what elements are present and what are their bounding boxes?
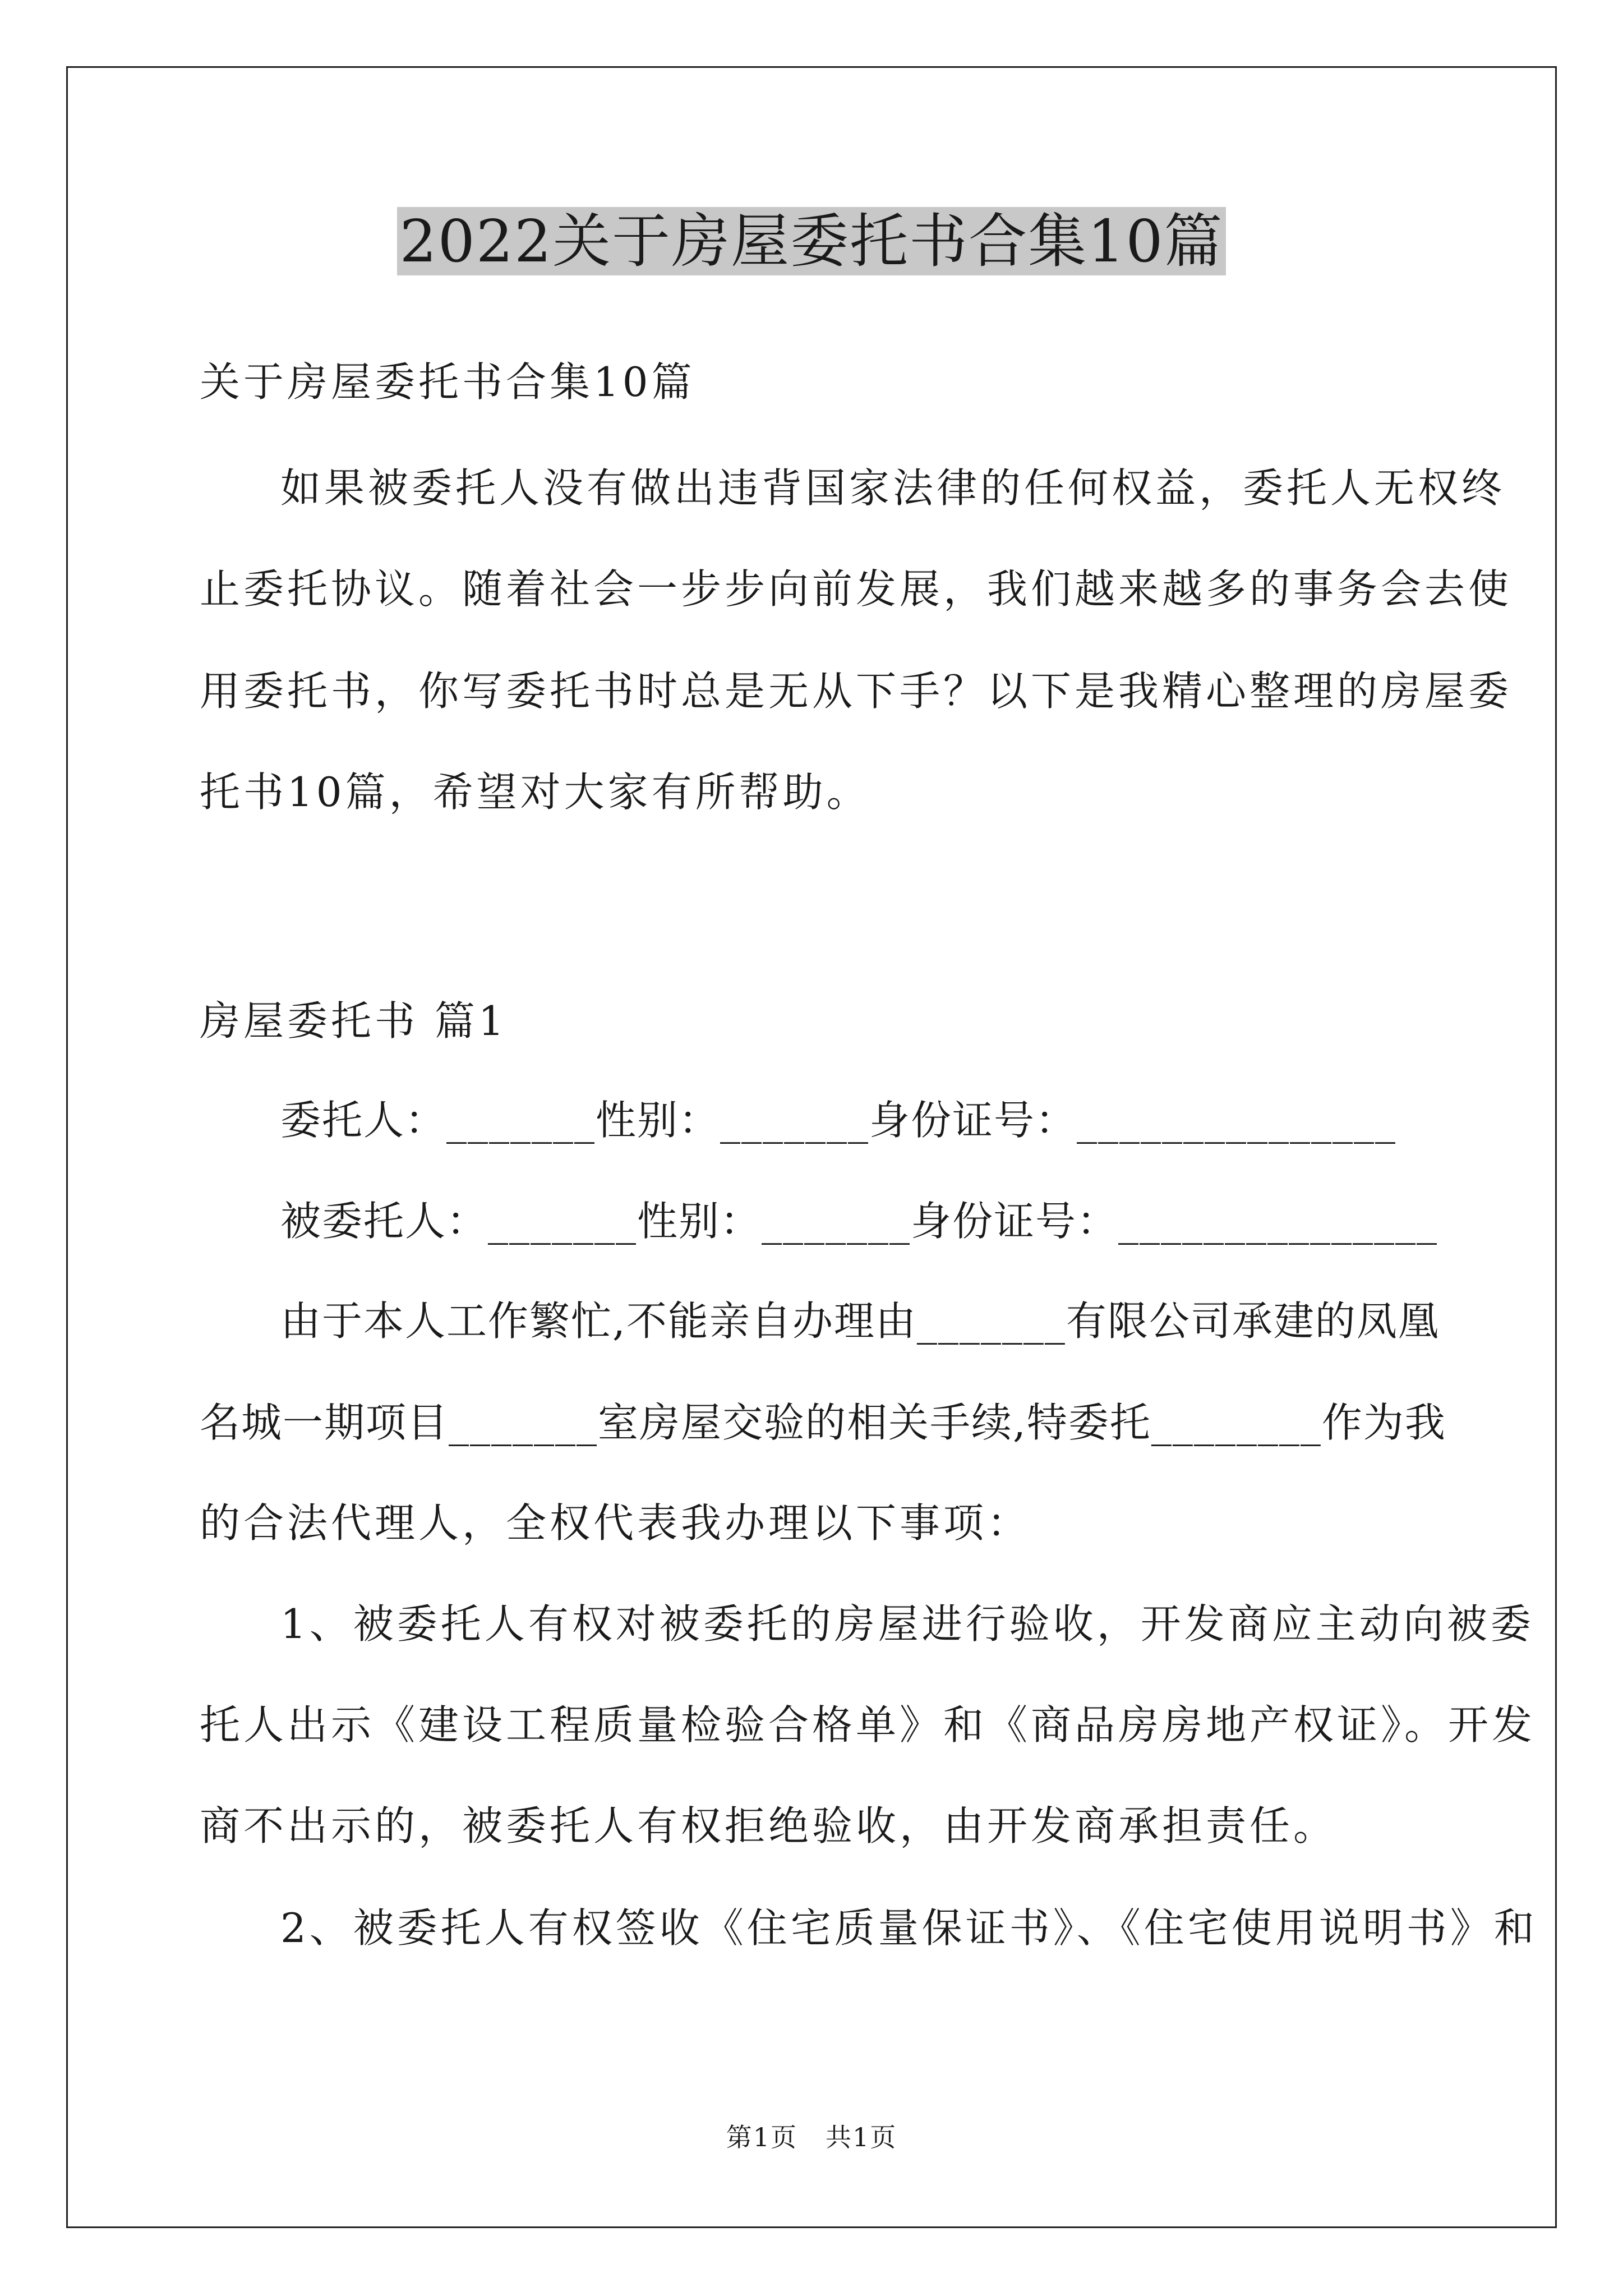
intro-line: 止委托协议。随着社会一步步向前发展，我们越来越多的事务会去使 bbox=[200, 565, 1513, 613]
document-title-text: 2022关于房屋委托书合集10篇 bbox=[397, 207, 1225, 275]
intro-line: 如果被委托人没有做出违背国家法律的任何权益，委托人无权终 bbox=[280, 464, 1506, 512]
intro-line: 用委托书，你写委托书时总是无从下手？以下是我精心整理的房屋委 bbox=[200, 668, 1513, 715]
intro-line: 托书10篇，希望对大家有所帮助。 bbox=[200, 769, 870, 816]
item-line: 托人出示《建设工程质量检验合格单》和《商品房房地产权证》。开发 bbox=[200, 1701, 1536, 1749]
item-line: 商不出示的，被委托人有权拒绝验收，由开发商承担责任。 bbox=[200, 1802, 1338, 1849]
reason-line: 由于本人工作繁忙,不能亲自办理由_______有限公司承建的凤凰 bbox=[280, 1297, 1440, 1345]
section-heading: 房屋委托书 篇1 bbox=[200, 997, 508, 1045]
reason-line: 的合法代理人，全权代表我办理以下事项： bbox=[200, 1499, 1031, 1547]
document-title bbox=[0, 202, 1623, 280]
document-subtitle: 关于房屋委托书合集10篇 bbox=[200, 358, 695, 406]
page-footer bbox=[0, 2120, 1623, 2154]
page-count: 共1页 bbox=[826, 2122, 897, 2152]
page-number: 第1页 bbox=[726, 2122, 797, 2152]
item-line: 1、被委托人有权对被委托的房屋进行验收，开发商应主动向被委 bbox=[280, 1600, 1534, 1648]
agent-line: 被委托人：_______性别：_______身份证号：_______________ bbox=[280, 1198, 1438, 1245]
item-line: 2、被委托人有权签收《住宅质量保证书》、《住宅使用说明书》和 bbox=[280, 1904, 1538, 1952]
principal-line: 委托人：_______性别：_______身份证号：_______________ bbox=[280, 1097, 1397, 1144]
reason-line: 名城一期项目_______室房屋交验的相关手续,特委托________作为我 bbox=[200, 1399, 1446, 1446]
